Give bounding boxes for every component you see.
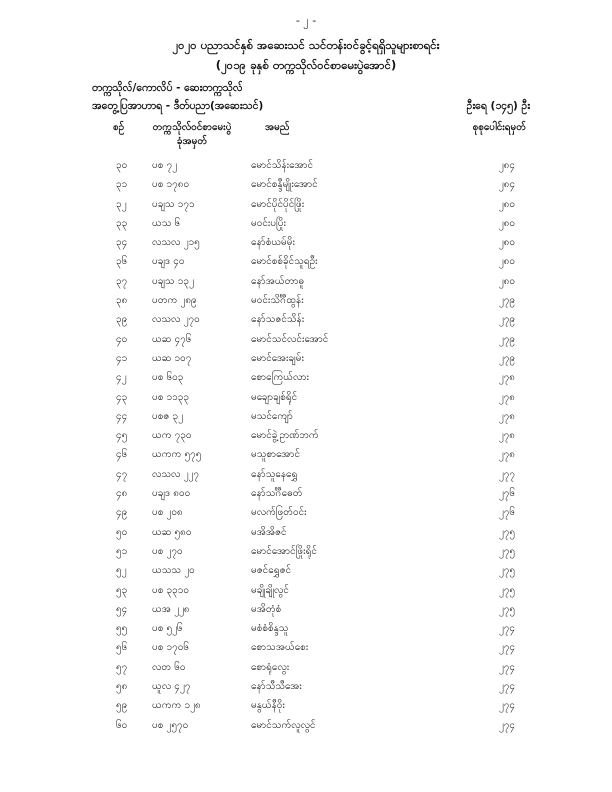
- row-number: ၅၇: [116, 661, 128, 673]
- roll-number: ပစ ၂၅၇၀: [152, 719, 189, 731]
- student-name: မောင်သက်လူလွင်: [251, 719, 316, 731]
- total-score: ၂၇၆: [498, 507, 515, 519]
- roll-number: ယကက ၁၂၈: [152, 700, 201, 712]
- table-row: [0, 486, 612, 505]
- roll-number: ပစဇ ၃၂: [152, 410, 183, 422]
- table-row: [0, 274, 612, 293]
- roll-number: ပချဒ ၄၀: [152, 256, 185, 268]
- total-score: ၂၇၄: [498, 642, 515, 654]
- table-row: [0, 177, 612, 196]
- row-number: ၆၀: [116, 719, 128, 731]
- roll-number: ယကက ၅၇၅: [152, 449, 202, 461]
- roll-number: ပစ ၂၀၈: [152, 507, 183, 519]
- student-name: မောင်သိန်းအောင်: [251, 160, 314, 171]
- total-score: ၂၇၈: [498, 449, 515, 461]
- total-score: ၂၇၅: [498, 526, 515, 538]
- roll-number: ယဆ ၁၀၇: [152, 352, 192, 364]
- student-name: မောင်ခွဲ့ဥာဏ်ဘက်: [251, 430, 319, 442]
- total-score: ၂၇၄: [498, 623, 515, 635]
- table-row: [0, 505, 612, 524]
- table-row: [0, 583, 612, 602]
- total-score: ၂၈၀: [498, 237, 515, 249]
- total-count: ဦးရေ (၁၄၅) ဦး: [466, 100, 530, 112]
- total-score: ၂၇၈: [498, 372, 515, 384]
- roll-number: ယဆ ၅၈၀: [152, 526, 192, 538]
- total-score: ၂၇၅: [498, 565, 515, 577]
- header-name: အမည်: [265, 122, 290, 133]
- student-name: မအိတုံစံ: [251, 603, 282, 615]
- table-row: [0, 602, 612, 621]
- student-name: စောကြေယ်လား: [251, 372, 309, 384]
- table-row: [0, 351, 612, 370]
- university-line: တက္ကသိုလ်/ကောလိပ် - ဆေးတက္ကသိုလ်: [92, 82, 243, 94]
- roll-number: ပချသ ၁၃၂: [152, 275, 194, 287]
- roll-number: ယအ ၂၂၈: [152, 603, 190, 615]
- total-score: ၂၇၄: [498, 661, 515, 673]
- total-score: ၂၇၅: [498, 584, 515, 596]
- total-score: ၂၇၈: [498, 410, 515, 422]
- total-score: ၂၇၉: [498, 314, 515, 326]
- row-number: ၄၁: [116, 352, 128, 364]
- row-number: ၄၇: [116, 468, 128, 480]
- row-number: ၄၀: [116, 333, 128, 345]
- table-row: [0, 563, 612, 582]
- row-number: ၅၆: [116, 642, 128, 654]
- student-name: မချောချစ်ရိုင်: [251, 391, 298, 403]
- row-number: ၅၀: [116, 526, 128, 538]
- roll-number: ပစ ၆၀၃: [152, 372, 184, 384]
- roll-number: ယဆ ၄၇၆: [152, 333, 192, 345]
- student-name: မောင်သင်လင်းအောင်: [251, 333, 329, 345]
- roll-number: လတ ၆၀: [152, 661, 186, 673]
- row-number: ၄၈: [116, 488, 128, 500]
- table-row: [0, 525, 612, 544]
- table-row: [0, 254, 612, 273]
- student-name: မချိုချိုလွင်: [251, 584, 289, 596]
- table-row: [0, 390, 612, 409]
- row-number: ၃၄: [116, 237, 128, 249]
- table-row: [0, 467, 612, 486]
- total-score: ၂၇၅: [498, 603, 515, 615]
- student-name: မဇင်ရွှေဇင်: [251, 565, 292, 577]
- row-number: ၄၆: [116, 449, 128, 461]
- total-score: ၂၇၄: [498, 719, 515, 731]
- page-number: - ၂ -: [295, 14, 317, 27]
- header-score: စုစုပေါင်းရမှတ်: [472, 122, 526, 133]
- total-score: ၂၇၄: [498, 700, 515, 712]
- roll-number: ပစ ၁၇၈၀: [152, 179, 190, 191]
- student-name: မောင်ပိုင်ပိုင်ဖြိုး: [251, 198, 305, 210]
- document-subtitle: (၂၀၁၉ ခုနှစ် တက္ကသိုလ်ဝင်စာမေးပွဲအောင်): [215, 58, 397, 72]
- table-row: [0, 621, 612, 640]
- row-number: ၃၉: [116, 314, 128, 326]
- roll-number: ပချဒ ၈၀၀: [152, 488, 191, 500]
- results-table: [0, 158, 612, 737]
- roll-number: ပစ ၃၃၁၀: [152, 584, 190, 596]
- table-row: [0, 698, 612, 717]
- student-name: စောသအယ်စေး: [251, 642, 309, 654]
- total-score: ၂၈၄: [498, 160, 515, 171]
- roll-number: လသလ ၂၇၀: [152, 314, 200, 326]
- total-score: ၂၈၀: [498, 198, 515, 210]
- table-row: [0, 640, 612, 659]
- header-roll-number: တက္ကသိုလ်ဝင်စာမေးပွဲ: [152, 122, 232, 133]
- student-name: နော်စံယမ်မိုး: [251, 237, 296, 249]
- student-name: မလက်ဖြတ်ဝင်း: [251, 507, 307, 519]
- row-number: ၅၃: [116, 584, 128, 596]
- roll-number: ယက ၇၃၀: [152, 430, 192, 442]
- student-name: မဝင်းပပြိုး: [251, 217, 287, 229]
- roll-number: လသလ ၂၂၇: [152, 468, 200, 480]
- table-row: [0, 293, 612, 312]
- table-row: [0, 428, 612, 447]
- roll-number: လသလ ၂၁၅: [152, 237, 200, 249]
- student-name: နော်သဇင်သိန်း: [251, 314, 305, 326]
- row-number: ၅၁: [116, 545, 128, 557]
- row-number: ၄၅: [116, 430, 128, 442]
- total-score: ၂၈၀: [498, 256, 515, 268]
- total-score: ၂၇၉: [498, 352, 515, 364]
- roll-number: ယသ ၆: [152, 217, 181, 229]
- table-row: [0, 718, 612, 737]
- row-number: ၄၉: [116, 507, 128, 519]
- table-row: [0, 158, 612, 177]
- table-row: [0, 235, 612, 254]
- roll-number: ပစ ၁၇၀၆: [152, 642, 190, 654]
- roll-number: ယူလ ၄၂၇: [152, 681, 191, 693]
- student-name: မောင်အောင်ဖြိုးရိုင်: [251, 545, 317, 557]
- total-score: ၂၇၆: [498, 488, 515, 500]
- total-score: ၂၇၉: [498, 333, 515, 345]
- table-row: [0, 447, 612, 466]
- roll-number: ပစ ၁၁၃၃: [152, 391, 190, 403]
- total-score: ၂၇၉: [498, 295, 515, 307]
- row-number: ၅၉: [116, 700, 128, 712]
- roll-number: ပတက ၂၈၉: [152, 295, 197, 307]
- student-name: မောင်အေးချမ်း: [251, 352, 305, 364]
- student-name: မသူစာအောင်: [251, 449, 300, 461]
- total-score: ၂၇၈: [498, 430, 515, 442]
- total-score: ၂၈၄: [498, 179, 515, 191]
- roll-number: ပချသ ၁၇၁: [152, 198, 195, 210]
- total-score: ၂၇၈: [498, 391, 515, 403]
- program-line: အတွေ့ပြအာဟာရ - ဒီတ်ပညာ(အဆေးသင်): [92, 100, 264, 112]
- row-number: ၅၅: [116, 623, 128, 635]
- row-number: ၃၁: [116, 179, 128, 191]
- student-name: မအိအိဇင်: [251, 526, 287, 538]
- row-number: ၃၈: [116, 295, 128, 307]
- row-number: ၅၂: [116, 565, 127, 577]
- row-number: ၅၄: [116, 603, 128, 615]
- row-number: ၅၈: [116, 681, 128, 693]
- header-roll-number-line2: ခုံအမှတ်: [176, 136, 208, 147]
- table-row: [0, 660, 612, 679]
- row-number: ၃၂: [116, 198, 127, 210]
- row-number: ၄၃: [116, 391, 128, 403]
- table-row: [0, 197, 612, 216]
- row-number: ၃၀: [116, 160, 128, 171]
- table-row: [0, 332, 612, 351]
- table-row: [0, 409, 612, 428]
- student-name: နော်သီသီအေး: [251, 681, 302, 693]
- total-score: ၂၈၀: [498, 275, 515, 287]
- table-row: [0, 370, 612, 389]
- student-name: နော်အယ်တာဓူ: [251, 275, 305, 287]
- student-name: စောရုံလွေး: [251, 661, 290, 673]
- total-score: ၂၇၇: [498, 468, 515, 480]
- student-name: နော်သင်္ဂီဓေတ်: [251, 488, 303, 500]
- roll-number: ပစ ၇၂: [152, 160, 178, 171]
- document-title: ၂၀၂၀ ပညာသင်နှစ် အဆေးသင် သင်တန်းဝင်ခွင့်ရရှိသူများစာရင်း: [172, 38, 440, 52]
- row-number: ၄၄: [116, 410, 128, 422]
- header-no: စဉ်: [113, 122, 125, 133]
- total-score: ၂၇၅: [498, 545, 515, 557]
- row-number: ၃၇: [116, 275, 128, 287]
- row-number: ၃၆: [116, 256, 128, 268]
- table-row: [0, 679, 612, 698]
- row-number: ၄၂: [116, 372, 127, 384]
- student-name: မနွယ်နီဝိုး: [251, 700, 285, 712]
- student-name: မစံစံစိန္ဒသူ: [251, 623, 289, 635]
- student-name: မဝင်းသိင်္ဂီထွန်း: [251, 295, 304, 307]
- student-name: မောင်စန္ဒီမျိုးအောင်: [251, 179, 318, 191]
- total-score: ၂၈၀: [498, 217, 515, 229]
- student-name: နော်သူနေရွှေ: [251, 468, 298, 480]
- student-name: မသင်ကျော်: [251, 410, 293, 422]
- total-score: ၂၇၄: [498, 681, 515, 693]
- roll-number: ပစ ၅၂၆: [152, 623, 183, 635]
- table-row: [0, 544, 612, 563]
- roll-number: ယသသ ၂၀: [152, 565, 195, 577]
- student-name: မောင်စစ်ခိုင်သူရဦး: [251, 256, 318, 268]
- table-row: [0, 312, 612, 331]
- row-number: ၃၃: [116, 217, 128, 229]
- roll-number: ပစ ၂၇၀: [152, 545, 183, 557]
- table-row: [0, 216, 612, 235]
